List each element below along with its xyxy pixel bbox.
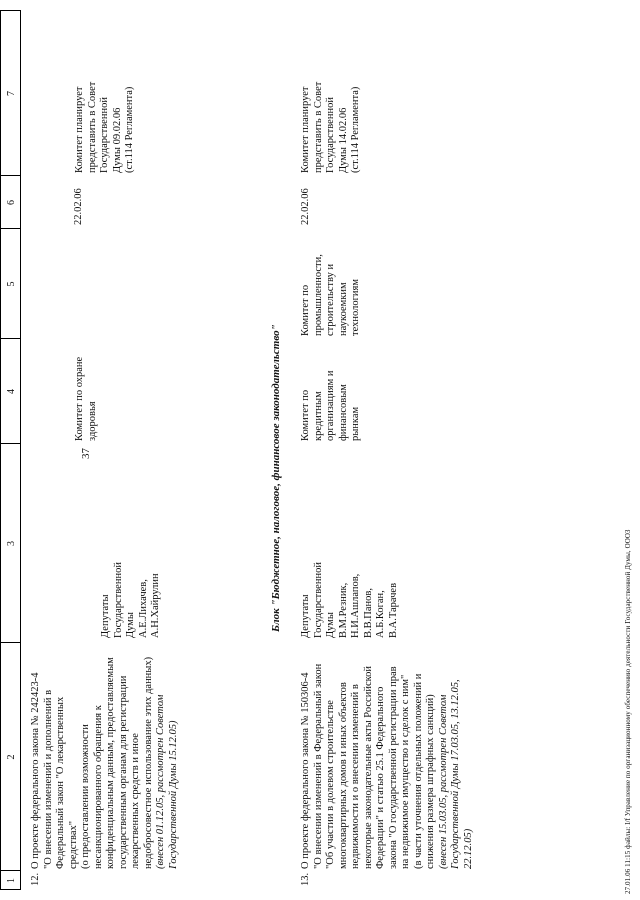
col-header: 5 [6, 281, 17, 287]
bill-description: О проекте федерального закона № 150306-4 "О внесении изменений в Федеральный закон "Об участии в долевом строительстве многоквартирных домов и иных объектов недвижимости и о внесении изменений в некоторые законодательные акты Российской Федерации" и статью 25.1 Федерального закона "О государственной регистрации прав на недвижимое имущество и сделок с ним" (в части уточнения отдельных положений и снижения размера штрафных санкций) (внесен 15.03.05, рассмотрен Советом Государственной Думы 17.03.05, 13.12.05, 22.12.05) [300, 663, 474, 869]
col-header: 4 [6, 389, 17, 394]
review-date: 22.02.06 [300, 188, 311, 225]
footer-note: 27.01.06 11:15 файлы: I/f Управление по организационному обеспечению деятельности Государственной Думы, ОООЗ [624, 529, 632, 894]
page-number: 37 [80, 448, 92, 459]
col-header: 1 [6, 878, 17, 883]
co-executor-committee: Комитет по промышленности, строительству и наукоемким технологиям [300, 254, 361, 336]
row-note: Комитет планирует представить в Совет Государственной Думы 14.02.06 (ст.114 Регламента) [300, 81, 361, 173]
bill-description: О проекте федерального закона № 242423-4 "О внесении изменений и дополнений в Федеральный закон "О лекарственных средствах" (о предоставлении возможности несанкционированного обращения к конфиденциальным данным, предоставляемым государственным органам для регистрации лекарственных средств и иное недобросовестное использование этих данных) (внесен 01.12.05, рассмотрен Советом Государственной Думы 15.12.05) [30, 656, 179, 869]
bill-authors: Депутаты Государственной Думы А.Е.Лихачев, А.Н.Хайрулин [100, 562, 161, 638]
responsible-committee: Комитет по кредитным организациям и финансовым рынкам [300, 370, 361, 441]
review-date: 22.02.06 [73, 188, 84, 225]
responsible-committee: Комитет по охране здоровья [74, 356, 98, 441]
row-note: Комитет планирует представить в Совет Государственной Думы 09.02.06 (ст.114 Регламента) [74, 81, 135, 173]
header-bottom-border [20, 10, 21, 890]
col-header: 2 [6, 754, 17, 760]
col-header: 6 [6, 200, 17, 205]
row-number: 13. [300, 872, 311, 886]
table-top-border [0, 10, 1, 890]
block-title: Блок "Бюджетное, налоговое, финансовое законодательство" [270, 324, 282, 632]
col-header: 3 [6, 541, 17, 546]
row-number: 12. [30, 872, 41, 886]
col-header: 7 [6, 91, 17, 96]
bill-authors: Депутаты Государственной Думы В.М.Резник, Н.И.Ашлапов, В.В.Панов, А.Б.Коган, В.А.Тарачев [300, 562, 399, 638]
